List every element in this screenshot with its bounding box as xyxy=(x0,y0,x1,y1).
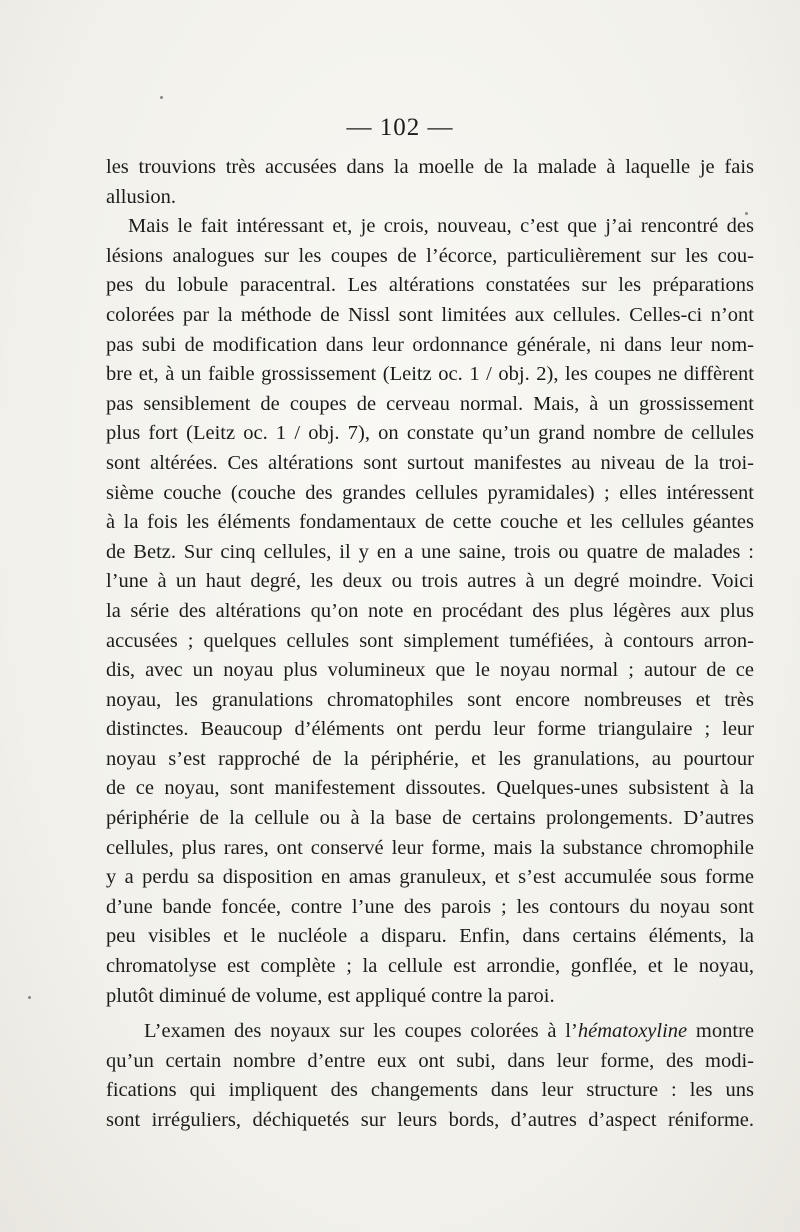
text-line: périphérie de la cellule ou à la base de certains prolongements. D’autres xyxy=(106,807,754,830)
text-line: qu’un certain nombre d’entre eux ont subi, dans leur forme, des modi- xyxy=(106,1049,754,1072)
text-line: les trouvions très accusées dans la moelle de la malade à laquelle je fais xyxy=(106,156,754,178)
text-line: y a perdu sa disposition en amas granuleux, et s’est accumulée sous forme xyxy=(106,866,754,889)
text-segment: montre xyxy=(687,1020,754,1043)
body-text xyxy=(106,153,754,1136)
text-line: Mais le fait intéressant et, je crois, nouveau, c’est que j’ai rencontré des xyxy=(128,215,754,238)
text-line: l’une à un haut degré, les deux ou trois autres à un degré moindre. Voici xyxy=(106,570,754,593)
text-line: colorées par la méthode de Nissl sont limitées aux cellules. Celles-ci n’ont xyxy=(106,303,754,326)
print-speck xyxy=(745,212,748,215)
text-line: pas sensiblement de coupes de cerveau normal. Mais, à un grossissement xyxy=(106,392,754,415)
text-line: chromatolyse est complète ; la cellule est arrondie, gonflée, et le noyau, xyxy=(106,955,754,978)
print-speck xyxy=(160,96,163,99)
text-line: cellules, plus rares, ont conservé leur forme, mais la substance chromophile xyxy=(106,836,754,859)
text-line: plus fort (Leitz oc. 1 / obj. 7), on constate qu’un grand nombre de cellules xyxy=(106,422,754,445)
text-line: allusion. xyxy=(106,185,177,208)
text-line: distinctes. Beaucoup d’éléments ont perdu leur forme triangulaire ; leur xyxy=(106,718,754,741)
text-line: accusées ; quelques cellules sont simplement tuméfiées, à contours arron- xyxy=(106,629,754,652)
paragraph-start-line xyxy=(106,1017,754,1047)
text-line: pes du lobule paracentral. Les altérations constatées sur les préparations xyxy=(106,274,754,297)
text-line: lésions analogues sur les coupes de l’écorce, particulièrement sur les cou- xyxy=(106,244,754,267)
text-line: noyau, les granulations chromatophiles sont encore nombreuses et très xyxy=(106,688,754,711)
text-line: la série des altérations qu’on note en procédant des plus légères aux plus xyxy=(106,599,754,622)
text-line: sième couche (couche des grandes cellules pyramidales) ; elles intéressent xyxy=(106,481,754,504)
text-line: à la fois les éléments fondamentaux de cette couche et les cellules géantes xyxy=(106,511,754,534)
text-line: de ce noyau, sont manifestement dissoutes. Quelques-unes subsistent à la xyxy=(106,777,754,800)
italic-term: hématoxyline xyxy=(577,1020,688,1043)
text-line: de Betz. Sur cinq cellules, il y en a une saine, trois ou quatre de malades : xyxy=(106,540,754,563)
text-line: sont irréguliers, déchiquetés sur leurs bords, d’autres d’aspect réniforme. xyxy=(106,1109,754,1131)
text-line: dis, avec un noyau plus volumineux que le noyau normal ; autour de ce xyxy=(106,659,754,682)
text-line: sont altérées. Ces altérations sont surtout manifestes au niveau de la troi- xyxy=(106,451,754,474)
text-line: peu visibles et le nucléole a disparu. Enfin, dans certains éléments, la xyxy=(106,925,754,948)
text-line: bre et, à un faible grossissement (Leitz oc. 1 / obj. 2), les coupes ne diffèrent xyxy=(106,363,754,386)
text-line: noyau s’est rapproché de la périphérie, et les granulations, au pourtour xyxy=(106,747,754,770)
text-line: fications qui impliquent des changements dans leur structure : les uns xyxy=(106,1079,754,1102)
text-line: d’une bande foncée, contre l’une des parois ; les contours du noyau sont xyxy=(106,895,754,918)
text-line: pas subi de modification dans leur ordonnance générale, ni dans leur nom- xyxy=(106,333,754,356)
text-segment: L’examen des noyaux sur les coupes colorées à l’ xyxy=(144,1020,578,1043)
text-line: plutôt diminué de volume, est appliqué contre la paroi. xyxy=(106,984,555,1007)
page-number: — 102 — xyxy=(346,114,454,141)
print-speck xyxy=(28,996,31,999)
